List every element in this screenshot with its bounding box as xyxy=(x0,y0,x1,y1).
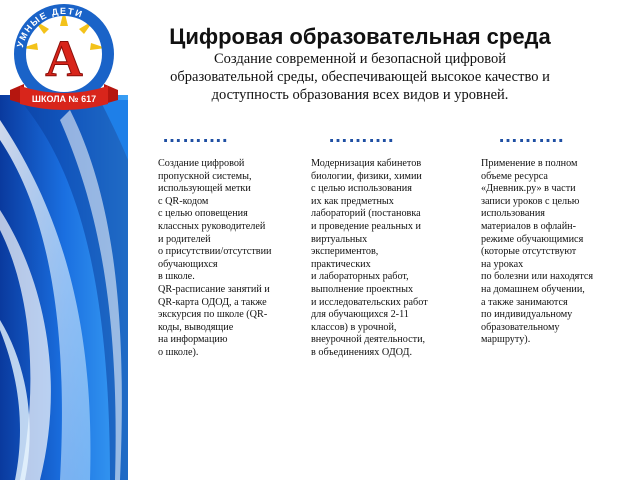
logo-letter: А xyxy=(45,31,83,88)
school-logo xyxy=(6,4,122,112)
column-marker: ………. xyxy=(498,125,564,147)
column-marker: ………. xyxy=(328,125,394,147)
subtitle-line: доступность образования всех видов и уровней. xyxy=(211,87,509,103)
logo-ribbon-text: ШКОЛА № 617 xyxy=(31,94,97,104)
page-subtitle xyxy=(150,50,570,104)
subtitle-line: образовательной среды, обеспечивающей высокое качество и xyxy=(170,69,550,85)
column-marker: ………. xyxy=(162,125,228,147)
column-text-dnevnik: Применение в полном объеме ресурса «Дневник.ру» в части записи уроков с целью использования материалов в офлайн- режиме обучающимися (которые отсутствуют на уроках по болезни или находятся на домашнем обучении, а также занимаются по индивидуальному образовательному маршруту). xyxy=(481,158,594,346)
logo-arc-text: УМНЫЕ ДЕТИ xyxy=(14,5,85,49)
page-title: Цифровая образовательная среда xyxy=(169,24,551,49)
column-text-labs: Модернизация кабинетов биологии, физики, химии с целью использования их как предметных лабораторий (постановка и проведение реальных и виртуальных экспериментов, практических и лабораторных работ, выполнение проектных и исследовательских работ для обучающихся 2-11 классов) в урочной, внеурочной деятельности, в объединениях ОДОД. xyxy=(311,158,428,358)
column-text-qr-system: Создание цифровой пропускной системы, использующей метки с QR-кодом с целью оповещения классных руководителей и родителей о присутствии/отсутствии обучающихся в школе. QR-расписание занятий и QR-карта ОДОД, а также экскурсия по школе (QR- коды, выводящие на информацию о школе). xyxy=(158,158,272,358)
subtitle-line: Создание современной и безопасной цифровой xyxy=(213,51,507,67)
